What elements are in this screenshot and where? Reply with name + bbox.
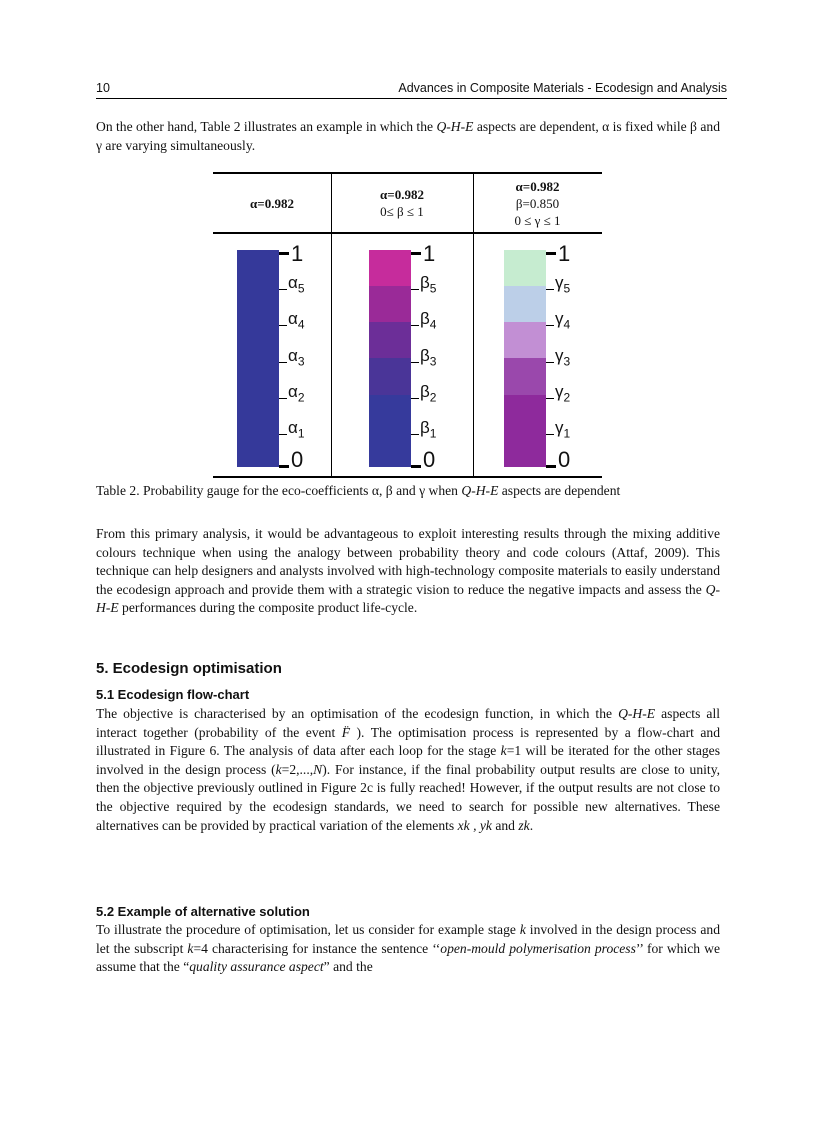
- gauge-level-label: $\gamma_5$: [555, 273, 571, 296]
- gauge-end-label: 1: [423, 241, 436, 266]
- gauge-tick: [411, 289, 419, 290]
- gauge-tick: [279, 252, 289, 255]
- header-text: β=0.850: [515, 195, 560, 211]
- text: ). For instance, if the final probability output results are close to unity, then the objective previously outlined in Figure 2c is fully reached! However, if the output results are not close to the objective required by the ecodesign standards, we need to search for possible new alternatives. These alternatives can be provided by practical variation of the elements: [96, 761, 721, 833]
- header-cell-2: [331, 174, 473, 232]
- gauge-segment: [504, 250, 546, 286]
- gauge-level-label: $\beta_3$: [420, 345, 437, 368]
- gauge-tick: [546, 362, 554, 363]
- gauge-tick: [546, 252, 556, 255]
- text: involved in the design process and let the subscript: [96, 922, 720, 956]
- gauge-level-label: $\gamma_3$: [555, 345, 571, 368]
- gauge-level-label: $\gamma_4$: [555, 309, 571, 332]
- gauge-segment: [369, 250, 411, 286]
- paragraph: [96, 705, 720, 835]
- gauge-tick: [546, 398, 554, 399]
- gauge-level-label: $\beta_2$: [420, 381, 437, 405]
- gauge-tick: [279, 434, 287, 435]
- text: =1 will be iterated for the other stages involved in the design process (: [96, 743, 720, 777]
- gauge-level-label: $\gamma_2$: [555, 381, 571, 405]
- text: =2,...,: [281, 761, 314, 777]
- text: ’’ for which we assume that the “: [96, 940, 720, 975]
- gauge-segment: [369, 322, 411, 358]
- text: ” and the: [323, 959, 373, 975]
- header-text: α=0.982: [380, 187, 424, 202]
- header-text: 0≤ β ≤ 1: [380, 204, 424, 219]
- header-text: 0 ≤ γ ≤ 1: [514, 212, 561, 228]
- gauge-level-label: $\beta_5$: [420, 273, 437, 296]
- gauge-segment: [369, 395, 411, 431]
- gauge-level-label: $\beta_4$: [420, 309, 437, 332]
- gauge-tick: [279, 398, 287, 399]
- gauge-tick: [546, 325, 554, 326]
- text: Q-H-E: [96, 581, 720, 616]
- page-number: 10: [96, 81, 110, 95]
- gauge-segment: [237, 286, 279, 322]
- text: and: [491, 817, 519, 833]
- text: k: [275, 761, 282, 777]
- paragraph: [96, 525, 720, 618]
- text: Q-H-E: [618, 706, 656, 721]
- text: Q-H-E: [461, 483, 499, 498]
- gauge-tick: [279, 325, 287, 326]
- text: k: [519, 922, 526, 937]
- subsection-heading: 5.2 Example of alternative solution: [96, 904, 310, 919]
- gauge-level-label: $\alpha_1$: [288, 417, 305, 441]
- gauge-tick: [411, 325, 419, 326]
- gauge-segment: [369, 431, 411, 467]
- gauge-end-label: 0: [423, 447, 436, 472]
- text: aspects all interact together (probability of the event: [96, 706, 721, 740]
- gauge-end-label: 1: [558, 241, 571, 266]
- gauge-segment: [369, 358, 411, 394]
- gauge-segment: [237, 358, 279, 394]
- text: open-mould polymerisation process: [440, 940, 636, 956]
- gauge-level-label: $\alpha_2$: [288, 381, 305, 405]
- gauge-segment: [237, 250, 279, 286]
- gauge-bar-α: [237, 250, 279, 467]
- gauge-segment: [504, 286, 546, 322]
- text: Table 2. Probability gauge for the eco-coefficients α, β and γ when: [96, 483, 462, 498]
- running-header: [96, 80, 727, 99]
- gauge-bar-β: [369, 250, 411, 467]
- gauge-level-label: $\alpha_4$: [288, 309, 305, 332]
- gauge-segment: [237, 431, 279, 467]
- text: On the other hand, Table 2 illustrates an example in which the: [96, 119, 437, 134]
- gauge-level-label: $\gamma_1$: [555, 417, 571, 441]
- gauge-level-label: $\alpha_5$: [288, 273, 305, 296]
- gauge-segment: [504, 431, 546, 467]
- text: F̈: [341, 724, 351, 740]
- gauge-tick: [546, 289, 554, 290]
- text: The objective is characterised by an optimisation of the ecodesign function, in which the: [96, 706, 619, 721]
- gauge-tick: [546, 434, 554, 435]
- gauge-segment: [504, 322, 546, 358]
- header-text: α=0.982: [250, 195, 294, 211]
- section-heading: 5. Ecodesign optimisation: [96, 660, 282, 677]
- text: k: [187, 940, 194, 956]
- header-cell-1: [213, 174, 331, 232]
- text: k: [500, 743, 507, 759]
- probability-gauge-table: [213, 172, 602, 478]
- gauge-segment: [237, 395, 279, 431]
- text: zk: [518, 817, 530, 833]
- gauge-tick: [279, 289, 287, 290]
- text: .: [529, 817, 534, 833]
- gauge-bar-γ: [504, 250, 546, 467]
- table-caption: [96, 482, 720, 501]
- gauge-segment: [504, 358, 546, 394]
- text: aspects are dependent, α is fixed while β and γ are varying simultaneously.: [96, 119, 720, 153]
- gauge-tick: [279, 465, 289, 468]
- gauge-level-label: $\beta_1$: [420, 417, 437, 441]
- text: performances during the composite product life-cycle.: [118, 600, 418, 616]
- gauge-tick: [279, 362, 287, 363]
- text: From this primary analysis, it would be advantageous to exploit interesting results through the mixing additive colours technique when using the analogy between probability theory and code colours (Attaf, 2009). This technique can help designers and analysts involved with high-technology composite materials to easily understand the ecodesign approach and provide them with a strategic vision to reduce the negative impacts and assess the: [96, 526, 720, 597]
- header-rule: [213, 232, 602, 234]
- gauge-end-label: 1: [291, 241, 304, 266]
- text: =4 characterising for instance the sentence ‘‘: [193, 940, 441, 956]
- paragraph: [96, 921, 720, 977]
- gauge-segment: [504, 395, 546, 431]
- subsection-heading: 5.1 Ecodesign flow-chart: [96, 687, 250, 702]
- text: quality assurance aspect: [189, 959, 324, 975]
- text: To illustrate the procedure of optimisation, let us consider for example stage: [96, 922, 520, 937]
- intro-paragraph: [96, 118, 720, 155]
- text: ). The optimisation process is represented by a flow-chart and illustrated in Figure 6. The analysis of data after each loop for the stage: [96, 724, 720, 759]
- gauge-segment: [237, 322, 279, 358]
- text: xk , yk: [457, 817, 492, 833]
- text: Q-H-E: [436, 119, 474, 134]
- gauge-tick: [411, 252, 421, 255]
- gauge-end-label: 0: [558, 447, 571, 472]
- header-text: α=0.982: [515, 178, 560, 194]
- gauge-tick: [411, 398, 419, 399]
- running-title: Advances in Composite Materials - Ecodesign and Analysis: [398, 81, 727, 95]
- gauge-level-label: $\alpha_3$: [288, 345, 305, 368]
- gauge-tick: [411, 465, 421, 468]
- gauge-end-label: 0: [291, 447, 304, 472]
- gauge-tick: [546, 465, 556, 468]
- gauge-tick: [411, 362, 419, 363]
- header-cell-3: [473, 174, 602, 232]
- gauge-segment: [369, 286, 411, 322]
- text: aspects are dependent: [498, 483, 621, 498]
- text: N: [313, 761, 323, 777]
- gauge-tick: [411, 434, 419, 435]
